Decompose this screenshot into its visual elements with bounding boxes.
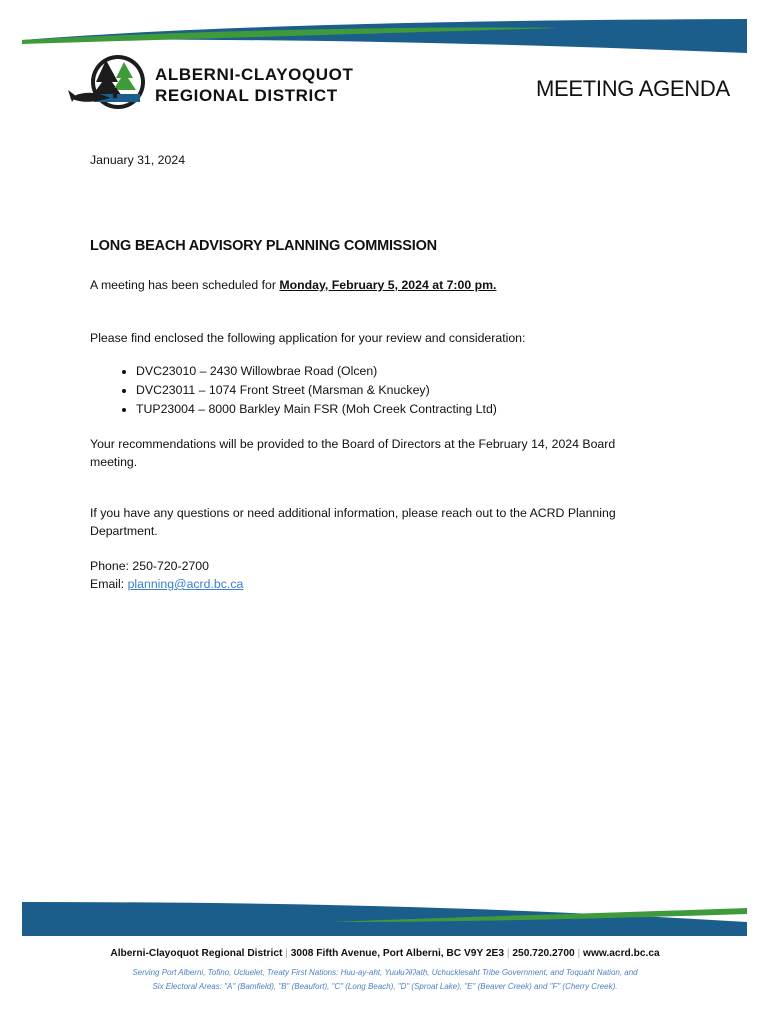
footer-phone: 250.720.2700 <box>512 948 575 959</box>
footer-org: Alberni-Clayoquot Regional District <box>110 948 283 959</box>
email-link[interactable]: planning@acrd.bc.ca <box>127 577 244 591</box>
recommendations-paragraph: Your recommendations will be provided to the Board of Directors at the February 14, 2024 Board meeting. <box>90 437 616 469</box>
organization-name <box>155 64 353 106</box>
footer-serving-text <box>0 966 770 993</box>
organization-name-line2: REGIONAL DISTRICT <box>155 86 338 105</box>
footer-address: 3008 Fifth Avenue, Port Alberni, BC V9Y 2E3 <box>290 948 505 959</box>
questions-paragraph: If you have any questions or need additional information, please reach out to the ACRD Planning Department. <box>90 506 616 538</box>
applications-list <box>90 362 656 419</box>
list-item: • DVC23010 – 2430 Willowbrae Road (Olcen) <box>136 362 656 381</box>
contact-phone: Phone: 250-720-2700 <box>90 559 209 573</box>
footer-separator: | <box>285 948 288 959</box>
letter-date: January 31, 2024 <box>90 153 186 167</box>
list-item: • TUP23004 – 8000 Barkley Main FSR (Moh Creek Contracting Ltd) <box>136 400 656 419</box>
meeting-datetime: Monday, February 5, 2024 at 7:00 pm. <box>279 278 497 292</box>
intro-paragraph: Please find enclosed the following application for your review and consideration: <box>90 331 526 345</box>
footer-serving-line2: Six Electoral Areas: "A" (Bamfield), "B" (Beaufort), "C" (Long Beach), "D" (Sproat Lake), "E" (Beaver Creek) and "F" (Cherry Creek). <box>152 981 618 991</box>
footer-separator: | <box>506 948 510 959</box>
page-title: LONG BEACH ADVISORY PLANNING COMMISSION <box>90 238 437 254</box>
footer-website: www.acrd.bc.ca <box>583 948 660 959</box>
email-label: Email: <box>90 577 128 591</box>
organization-name-line1: ALBERNI-CLAYOQUOT <box>155 65 354 84</box>
meeting-sentence <box>90 276 496 294</box>
document-type: MEETING AGENDA <box>536 76 730 101</box>
footer-separator: | <box>577 948 581 959</box>
meeting-prefix: A meeting has been scheduled for <box>90 278 280 292</box>
footer-swoosh <box>0 896 770 946</box>
footer-contact-line <box>0 948 770 959</box>
footer-serving-line1: Serving Port Alberni, Tofino, Ucluelet, Treaty First Nations: Huu-ay-aht, Yuułuʔiłʔatḥ, Uchucklesaht Tribe Government, and Toquaht Nation, and <box>132 968 638 977</box>
list-item: • DVC23011 – 1074 Front Street (Marsman & Knuckey) <box>136 381 656 400</box>
contact-email <box>90 575 243 593</box>
header-swoosh <box>0 0 770 60</box>
